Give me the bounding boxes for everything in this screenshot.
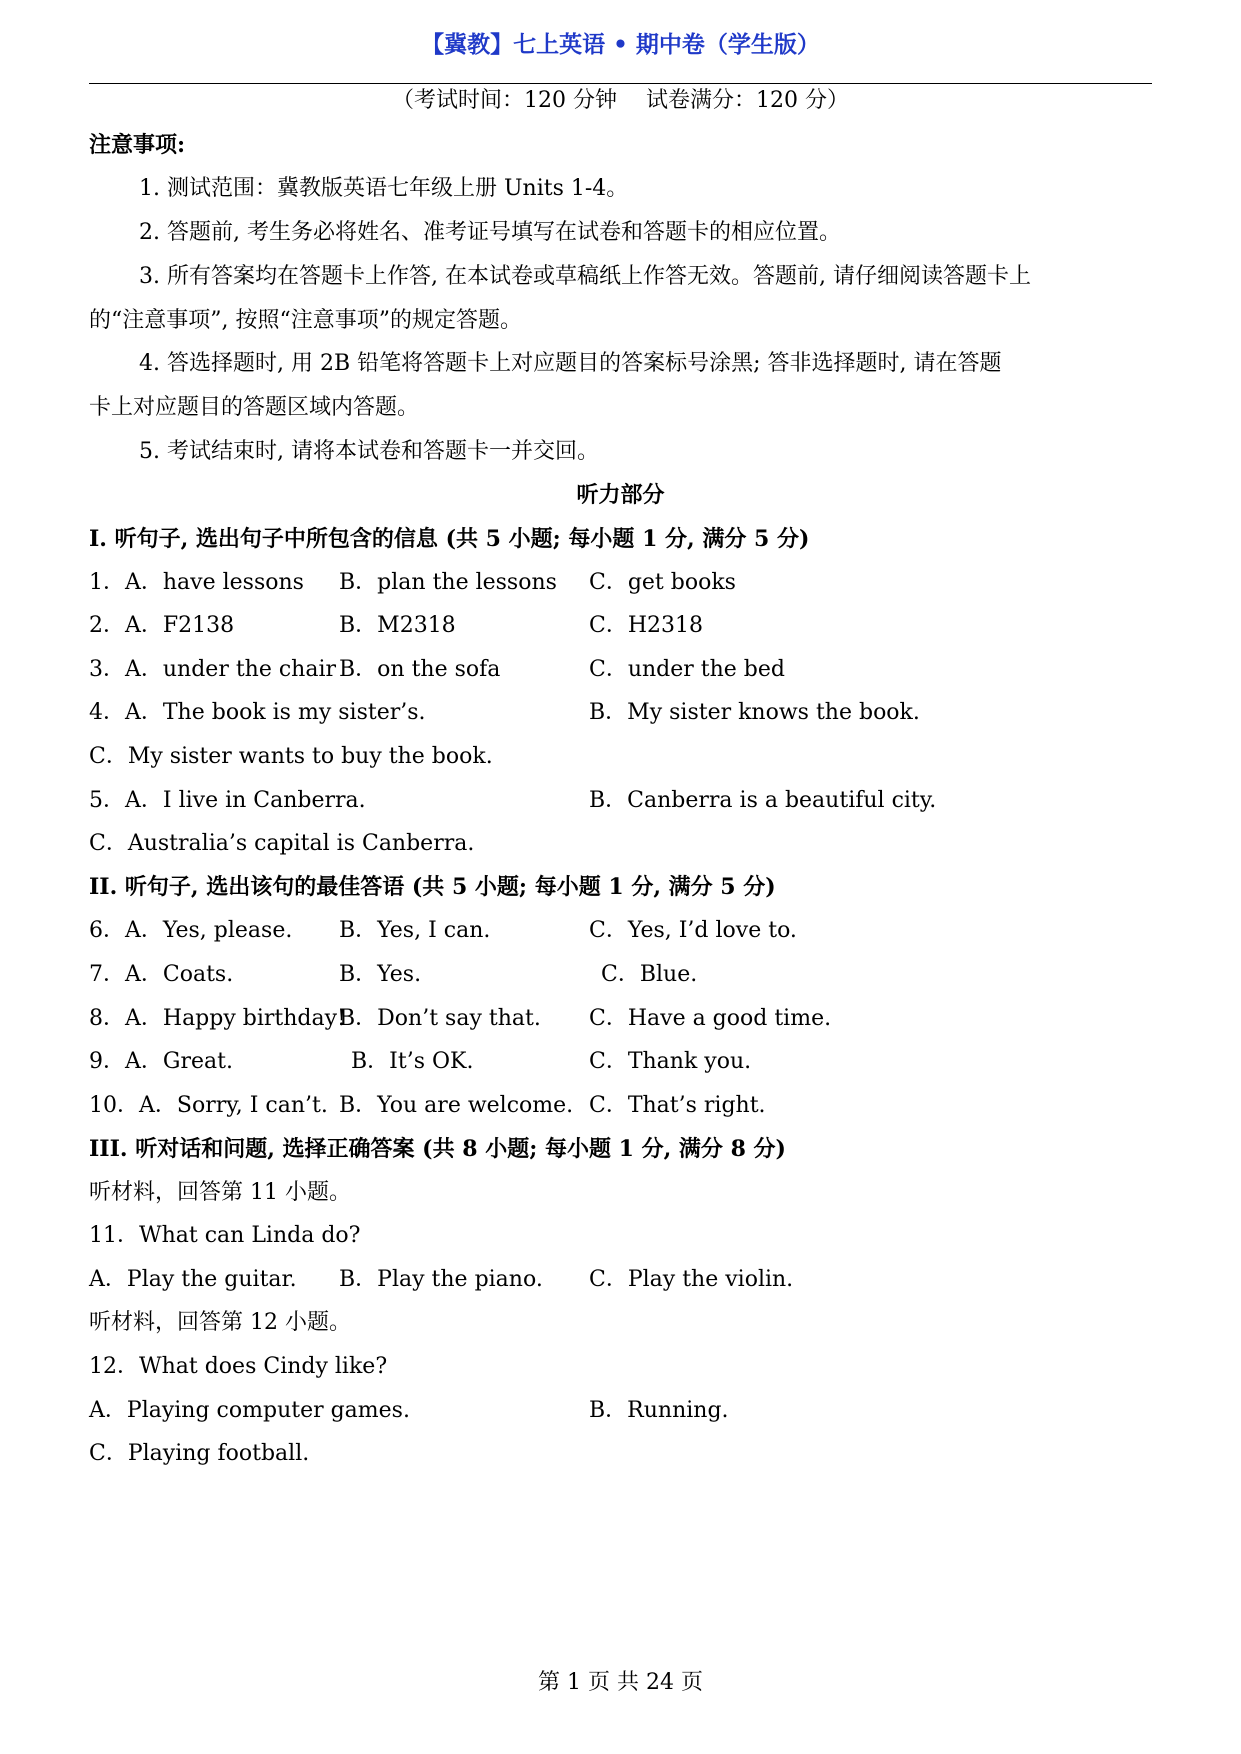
q8-option-c: C．Have a good time.	[589, 1006, 832, 1031]
notes-heading: 注意事项:	[89, 132, 186, 158]
q8-option-a: 8．A．Happy birthday!	[89, 1006, 346, 1031]
q12-option-c: C．Playing football.	[89, 1441, 310, 1466]
note-item: 2. 答题前, 考生务必将姓名、准考证号填写在试卷和答题卡的相应位置。	[139, 220, 841, 245]
part1-heading: I. 听句子, 选出句子中所包含的信息 (共 5 小题; 每小题 1 分, 满分 5 分)	[89, 526, 810, 552]
q11-option-b: B．Play the piano.	[339, 1267, 543, 1292]
page-number: 第 1 页 共 24 页	[538, 1670, 703, 1695]
q12-option-a: A．Playing computer games.	[89, 1398, 410, 1423]
q2-option-c: C．H2318	[589, 613, 704, 638]
q9-option-a: 9．A．Great.	[89, 1049, 233, 1074]
note-item: 4. 答选择题时, 用 2B 铅笔将答题卡上对应题目的答案标号涂黑; 答非选择题时, 请在答题	[139, 351, 1002, 376]
header-divider	[89, 83, 1152, 84]
note-item-continued: 的“注意事项”, 按照“注意事项”的规定答题。	[89, 308, 522, 333]
q11-stem: 11．What can Linda do?	[89, 1223, 361, 1248]
q11-option-a: A．Play the guitar.	[89, 1267, 297, 1292]
note-item: 5. 考试结束时, 请将本试卷和答题卡一并交回。	[139, 439, 599, 464]
q8-option-b: B．Don’t say that.	[339, 1006, 541, 1031]
q12-stem: 12．What does Cindy like?	[89, 1354, 388, 1379]
q3-option-c: C．under the bed	[589, 657, 785, 682]
q5-option-c: C．Australia’s capital is Canberra.	[89, 831, 475, 856]
q7-option-b: B．Yes.	[339, 962, 422, 987]
q4-option-c: C．My sister wants to buy the book.	[89, 744, 493, 769]
note-item: 3. 所有答案均在答题卡上作答, 在本试卷或草稿纸上作答无效。答题前, 请仔细阅读答题卡上	[139, 264, 1031, 289]
q3-option-b: B．on the sofa	[339, 657, 501, 682]
q11-intro: 听材料，回答第 11 小题。	[89, 1180, 351, 1205]
q6-option-b: B．Yes, I can.	[339, 918, 491, 943]
part2-heading: II. 听句子, 选出该句的最佳答语 (共 5 小题; 每小题 1 分, 满分 5 分)	[89, 874, 776, 900]
q1-option-a: 1．A．have lessons	[89, 570, 304, 595]
q10-option-c: C．That’s right.	[589, 1093, 766, 1118]
q2-option-b: B．M2318	[339, 613, 456, 638]
q7-option-c: C．Blue.	[601, 962, 698, 987]
note-item-continued: 卡上对应题目的答题区域内答题。	[89, 395, 420, 420]
q3-option-a: 3．A．under the chair	[89, 657, 337, 682]
q1-option-b: B．plan the lessons	[339, 570, 557, 595]
note-item: 1. 测试范围：冀教版英语七年级上册 Units 1-4。	[139, 176, 629, 201]
q4-option-b: B．My sister knows the book.	[589, 700, 920, 725]
q10-option-b: B．You are welcome.	[339, 1093, 574, 1118]
q9-option-b: B．It’s OK.	[351, 1049, 474, 1074]
part3-heading: III. 听对话和问题, 选择正确答案 (共 8 小题; 每小题 1 分, 满分 8 分)	[89, 1136, 786, 1162]
q6-option-c: C．Yes, I’d love to.	[589, 918, 797, 943]
q11-option-c: C．Play the violin.	[589, 1267, 794, 1292]
q12-option-b: B．Running.	[589, 1398, 729, 1423]
q5-option-b: B．Canberra is a beautiful city.	[589, 788, 937, 813]
q10-option-a: 10．A．Sorry, I can’t.	[89, 1093, 328, 1118]
section-title: 听力部分	[576, 482, 665, 508]
q12-intro: 听材料，回答第 12 小题。	[89, 1310, 351, 1335]
q2-option-a: 2．A．F2138	[89, 613, 235, 638]
q1-option-c: C．get books	[589, 570, 736, 595]
page-header-title: 【冀教】七上英语 • 期中卷（学生版）	[421, 32, 820, 58]
q9-option-c: C．Thank you.	[589, 1049, 752, 1074]
q7-option-a: 7．A．Coats.	[89, 962, 234, 987]
exam-info: （考试时间：120 分钟 试卷满分：120 分）	[392, 88, 849, 113]
q4-option-a: 4．A．The book is my sister’s.	[89, 700, 426, 725]
q5-option-a: 5．A．I live in Canberra.	[89, 788, 366, 813]
q6-option-a: 6．A．Yes, please.	[89, 918, 293, 943]
